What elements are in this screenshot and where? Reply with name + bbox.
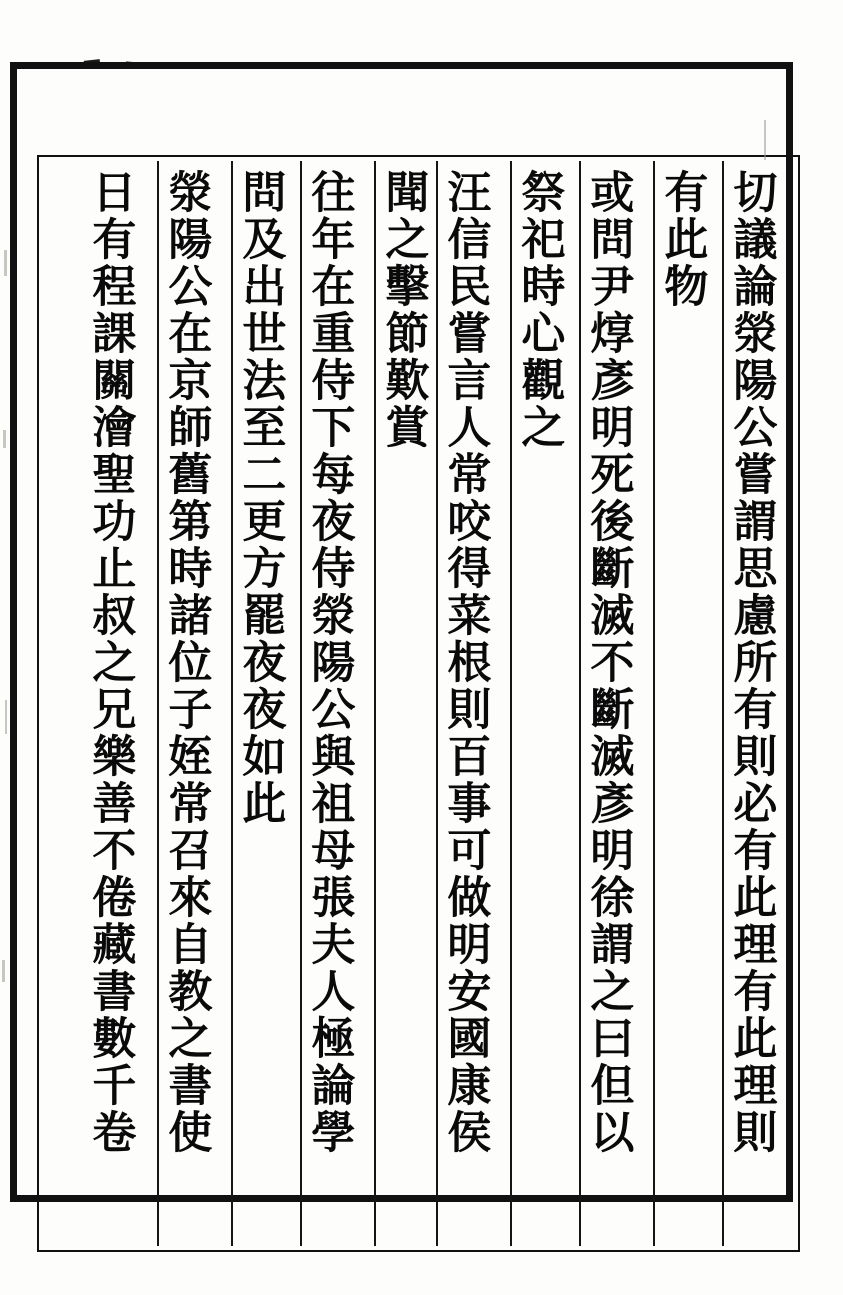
paper-fiber-mark bbox=[2, 960, 5, 982]
column-text: 日有程課關澮聖功止叔之兄樂善不倦藏書數千卷 bbox=[84, 169, 136, 1156]
text-column-7 bbox=[300, 161, 374, 1246]
text-column-3 bbox=[579, 161, 653, 1246]
text-column-8 bbox=[231, 161, 300, 1246]
woodblock-outer-frame bbox=[10, 62, 793, 1202]
text-column-9 bbox=[157, 161, 231, 1246]
column-text: 或問尹焞彥明死後斷滅不斷滅彥明徐謂之曰但以 bbox=[582, 169, 634, 1156]
paper-fiber-mark bbox=[4, 250, 7, 276]
column-text: 聞之擊節歎賞 bbox=[377, 169, 429, 451]
column-text: 滎陽公在京師舊第時諸位子姪常召來自教之書使 bbox=[160, 169, 212, 1156]
text-column-4 bbox=[510, 161, 579, 1246]
paper-fiber-mark bbox=[764, 120, 766, 160]
column-text: 祭祀時心觀之 bbox=[513, 169, 565, 451]
column-text: 往年在重侍下每夜侍滎陽公與祖母張夫人極論學 bbox=[303, 169, 355, 1156]
column-text: 有此物 bbox=[656, 169, 708, 310]
text-column-1 bbox=[722, 161, 796, 1246]
text-column-6 bbox=[374, 161, 436, 1246]
paper-fiber-mark bbox=[3, 430, 6, 448]
paper-fiber-mark bbox=[5, 700, 7, 734]
text-column-10 bbox=[83, 161, 157, 1246]
text-column-container bbox=[41, 161, 796, 1246]
text-column-2 bbox=[653, 161, 722, 1246]
column-text: 切議論滎陽公嘗謂思慮所有則必有此理有此理則 bbox=[725, 169, 777, 1156]
column-text: 問及出世法至二更方罷夜夜如此 bbox=[234, 169, 286, 827]
text-column-5 bbox=[436, 161, 510, 1246]
column-text: 汪信民嘗言人常咬得菜根則百事可做明安國康侯 bbox=[439, 169, 491, 1156]
